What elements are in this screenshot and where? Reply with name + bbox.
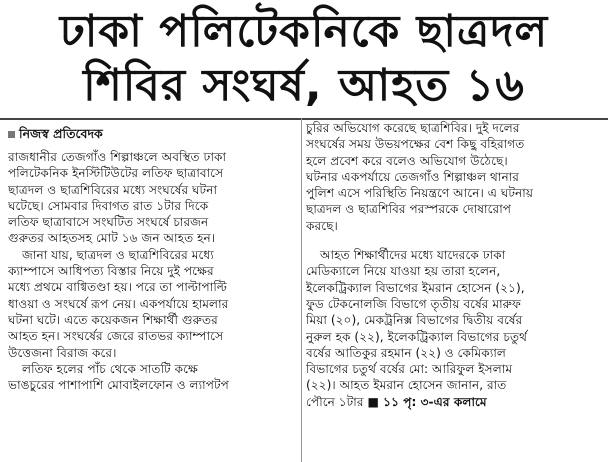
text-line: মধ্যে প্রথমে বাগ্বিতণ্ডা হয়। পরে তা পাল্টাপাল্টি (8, 280, 227, 295)
text-line: ঘটনা ঘটে। এতে কয়েকজন শিক্ষার্থী গুরুতর (8, 312, 218, 327)
left-column (8, 149, 298, 393)
text-line: ঘটেছে। সোমবার দিবাগত রাত ১টার দিকে (8, 198, 209, 213)
text-line: ধাওয়া ও সংঘর্ষে রূপ নেয়। একপর্যায়ে হামলার (8, 296, 229, 311)
text-line: পুলিশ এসে পরিস্থিতি নিয়ন্ত্রণে আনে। এ ঘটনায় (306, 186, 534, 201)
headline-line-1: ঢাকা পলিটেকনিকে ছাত্রদল (59, 6, 549, 57)
last-line-text: পৌনে ১টার (306, 394, 364, 409)
text-line: ঘটনার একপর্যায়ে তেজগাঁও শিল্পাঞ্চল থানার (306, 169, 519, 184)
text-line: ফুড টেকনোলজি বিভাগে তৃতীয় বর্ষের মারুফ (306, 296, 521, 311)
paragraph (306, 247, 604, 410)
text-line: আহত হন। সংঘর্ষের জেরে রাতভর ক্যাম্পাসে (8, 329, 224, 344)
text-line: ইলেকট্রিক্যাল বিভাগের ইমরান হোসেন (২১), (306, 280, 525, 295)
byline-bullet-icon (8, 131, 15, 138)
text-line: বর্ষের আতিকুর রহমান (২২) ও কেমিক্যাল (306, 345, 506, 360)
column-divider (301, 118, 302, 462)
text-line: পলিটেকনিক ইনস্টিটিউটের লতিফ ছাত্রাবাসে (8, 166, 224, 181)
paragraph (8, 361, 298, 394)
text-line: হলে প্রবেশ করে বলেও অভিযোগ উঠেছে। (306, 153, 508, 168)
text-line: মেডিক্যালে নিয়ে যাওয়া হয় তারা হলেন, (306, 264, 501, 279)
paragraph-gap (306, 234, 604, 247)
text-line: লতিফ হলের পাঁচ থেকে সাতটি কক্ষে (22, 361, 198, 376)
text-line: সংঘর্ষের সময় উভয়পক্ষের বেশ কিছু বহিরাগত (306, 137, 525, 152)
text-line: ছাত্রদল ও ছাত্রশিবিরের মধ্যে সংঘর্ষের ঘটনা (8, 182, 217, 197)
continuation-link[interactable]: ■ ১১ পৃ: ৩-এর কলামে (367, 394, 487, 409)
paragraph (8, 149, 298, 247)
byline (8, 126, 103, 146)
text-line: গুরুতর আহতসহ মোট ১৬ জন আহত হন। (8, 231, 216, 246)
byline-text: নিজস্ব প্রতিবেদক (19, 126, 103, 141)
paragraph (306, 120, 604, 234)
headline-line-2: শিবির সংঘর্ষ, আহত ১৬ (83, 60, 525, 111)
last-line (306, 394, 604, 410)
paragraph (8, 247, 298, 263)
text-line: (২২)। আহত ইমরান হোসেন জানান, রাত (306, 378, 507, 393)
text-line: বিভাগের চতুর্থ বর্ষের মো: আরিফুল ইসলাম (306, 362, 513, 377)
right-column (306, 120, 604, 410)
text-line: করছে। (306, 218, 338, 233)
text-line: রাজধানীর তেজগাঁও শিল্পাঞ্চলে অবস্থিত ঢাকা (8, 150, 227, 164)
text-line: আহত শিক্ষার্থীদের মধ্যে যাদেরকে ঢাকা (320, 248, 506, 263)
text-line: লতিফ ছাত্রাবাসে সংঘটিত সংঘর্ষে চারজন (8, 215, 209, 230)
text-line: ভাঙচুরের পাশাপাশি মোবাইলফোন ও ল্যাপটপ (8, 378, 229, 393)
paragraph-continued (8, 263, 298, 361)
text-line: ছাত্রদল ও ছাত্রশিবির পরস্পরকে দোষারোপ (306, 202, 511, 217)
text-line: উত্তেজনা বিরাজ করে। (8, 345, 117, 360)
text-line: ক্যাম্পাসে আধিপত্য বিস্তার নিয়ে দুই পক্ষের (8, 264, 214, 279)
text-line: মিয়া (২০), মেকট্রনিক্স বিভাগের দ্বিতীয় বর্ষের (306, 313, 523, 328)
text-line: চুরির অভিযোগ করেছে ছাত্রশিবির। দুই দলের (306, 121, 520, 135)
text-line: নুরুল হক (২২), ইলেকট্রিক্যাল বিভাগের চতুর্থ (306, 329, 527, 344)
text-line: জানা যায়, ছাত্রদল ও ছাত্রশিবিরের মধ্যে (22, 247, 214, 262)
